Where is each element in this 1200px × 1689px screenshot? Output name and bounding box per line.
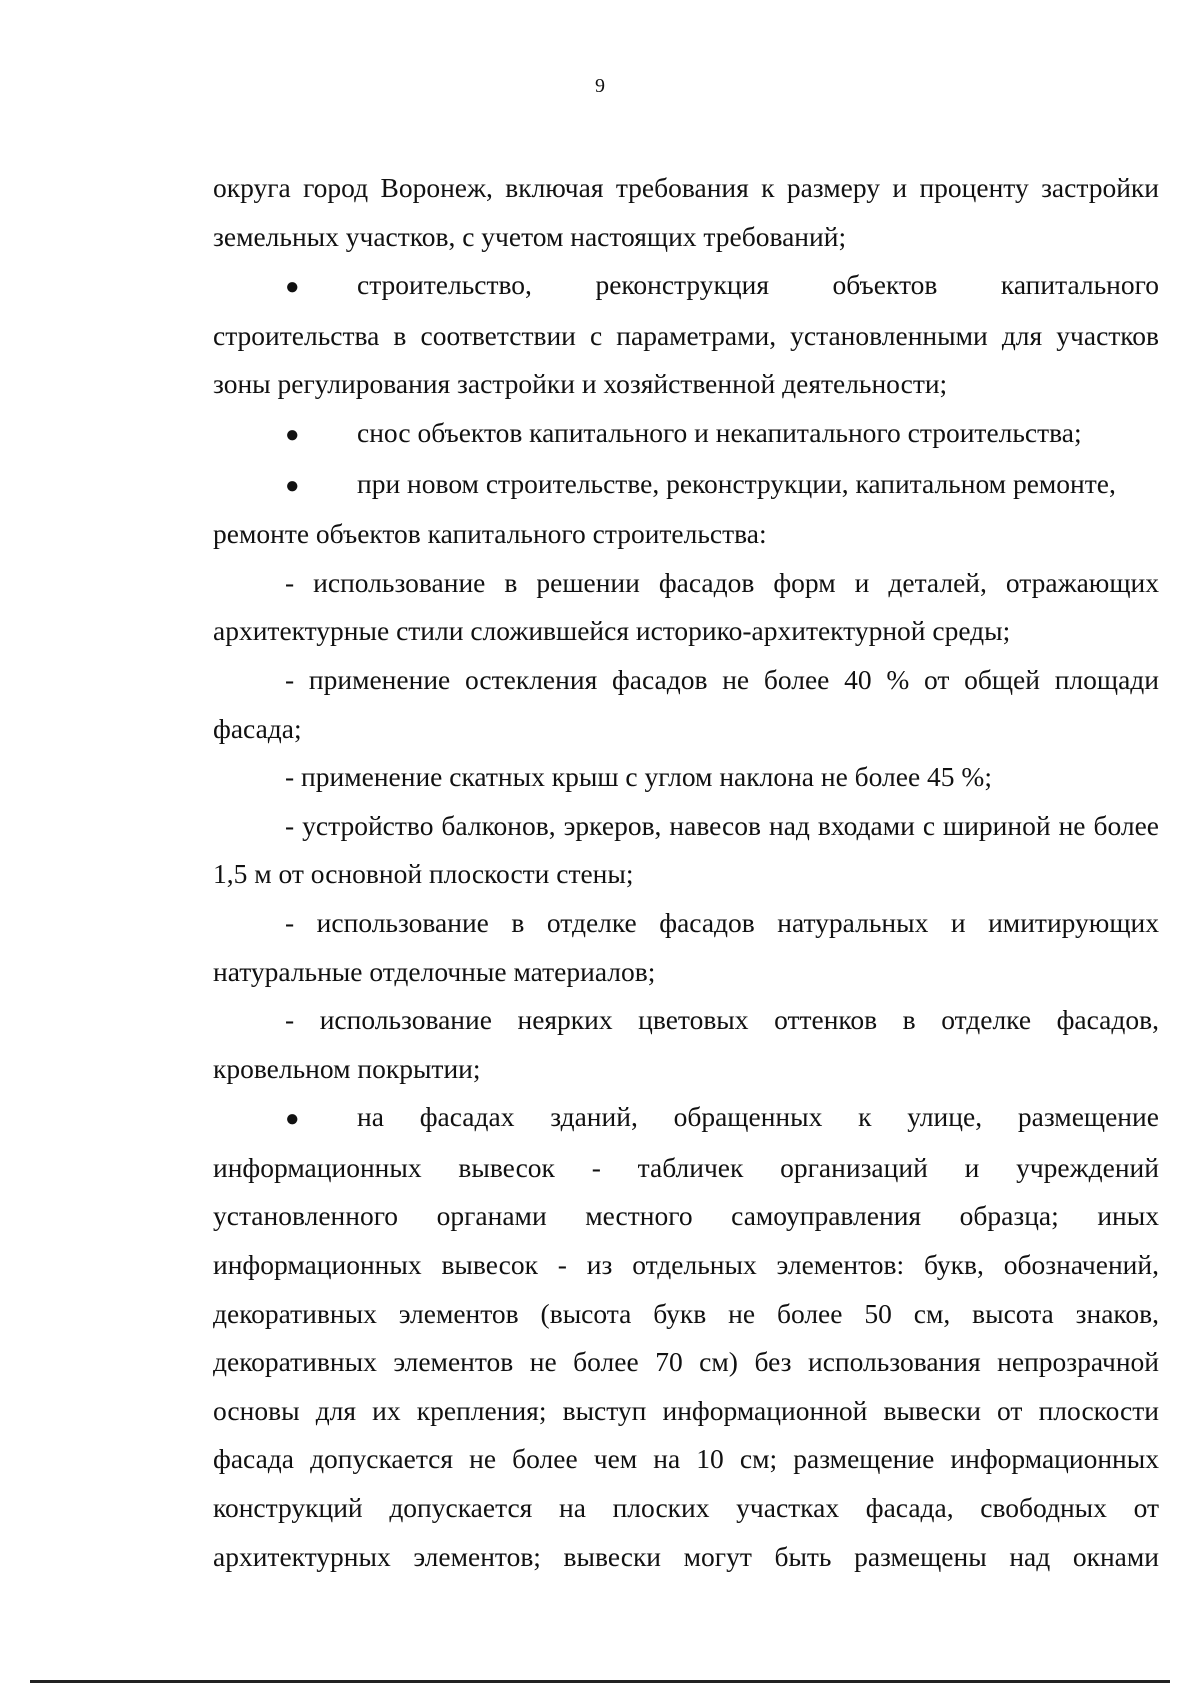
dash-item-muted-colors: - использование неярких цветовых оттенков в отделке фасадов, кровельном покрытии; xyxy=(213,1004,1159,1084)
dash-item-balconies: - устройство балконов, эркеров, навесов над входами с шириной не более 1,5 м от основной плоскости стены; xyxy=(213,809,1159,890)
word: объектов xyxy=(832,269,938,301)
bullet-item-construction-first-line xyxy=(213,261,1159,312)
word: реконструкция xyxy=(595,269,769,301)
dash-item-natural-materials: - использование в отделке фасадов натуральных и имитирующих натуральные отделочные материалов; xyxy=(213,906,1159,987)
bullet-icon: ● xyxy=(285,472,300,499)
bullet-item-text-line xyxy=(357,261,1159,310)
word: капитального xyxy=(1000,269,1159,301)
paragraph-continuation: округа город Воронеж, включая требования к размеру и проценту застройки земельных участков, с учетом настоящих требований; xyxy=(213,172,1159,252)
bullet-item-construction-rest: строительства в соответствии с параметрами, установленными для участков зоны регулирования застройки и хозяйственной деятельности; xyxy=(213,319,1159,400)
document-body xyxy=(213,164,1159,1581)
dash-item-facade-forms: - использование в решении фасадов форм и деталей, отражающих архитектурные стили сложившейся историко-архитектурной среды; xyxy=(213,566,1159,647)
word: размещение xyxy=(1017,1101,1159,1133)
bullet-item-signage-rest: информационных вывесок - табличек организаций и учреждений установленного органами местного самоуправления образца; иных информационных вывесок - из отдельных элементов: букв, обозначений, декоративных элементов (высота букв не более 50 см, высота знаков, декоративных элементов не более 70 см) без использования непрозрачной основы для их крепления; выступ информационной вывески от плоскости фасада допускается не более чем на 10 см; размещение информационных конструкций допускается на плоских участках фасада, свободных от архитектурных элементов; вывески могут быть размещены над окнами xyxy=(213,1151,1159,1572)
bottom-divider xyxy=(30,1680,1170,1683)
word: на xyxy=(357,1101,384,1133)
dash-item-pitched-roofs: - применение скатных крыш с углом наклона не более 45 %; xyxy=(285,761,992,793)
page-number: 9 xyxy=(595,75,605,97)
bullet-icon: ● xyxy=(285,274,300,301)
word: зданий, xyxy=(550,1101,638,1133)
word: обращенных xyxy=(673,1101,823,1133)
bullet-icon: ● xyxy=(285,421,300,448)
bullet-item-text: при новом строительстве, реконструкции, капитальном ремонте, xyxy=(357,467,1116,499)
bullet-item-text: снос объектов капитального и некапитального строительства; xyxy=(357,416,1082,448)
bullet-item-text-line xyxy=(357,1093,1159,1142)
word: к xyxy=(858,1101,872,1133)
bullet-item-new-construction-first-line xyxy=(213,460,1159,511)
word: фасадах xyxy=(419,1101,515,1133)
dash-item-glazing: - применение остекления фасадов не более 40 % от общей площади фасада; xyxy=(213,663,1159,744)
bullet-item-demolition xyxy=(213,409,1159,460)
bullet-icon: ● xyxy=(285,1106,300,1133)
bullet-item-new-construction-rest: ремонте объектов капитального строительства: xyxy=(213,518,767,550)
word: улице, xyxy=(907,1101,983,1133)
word: строительство, xyxy=(357,269,532,301)
bullet-item-signage-first-line xyxy=(213,1093,1159,1144)
